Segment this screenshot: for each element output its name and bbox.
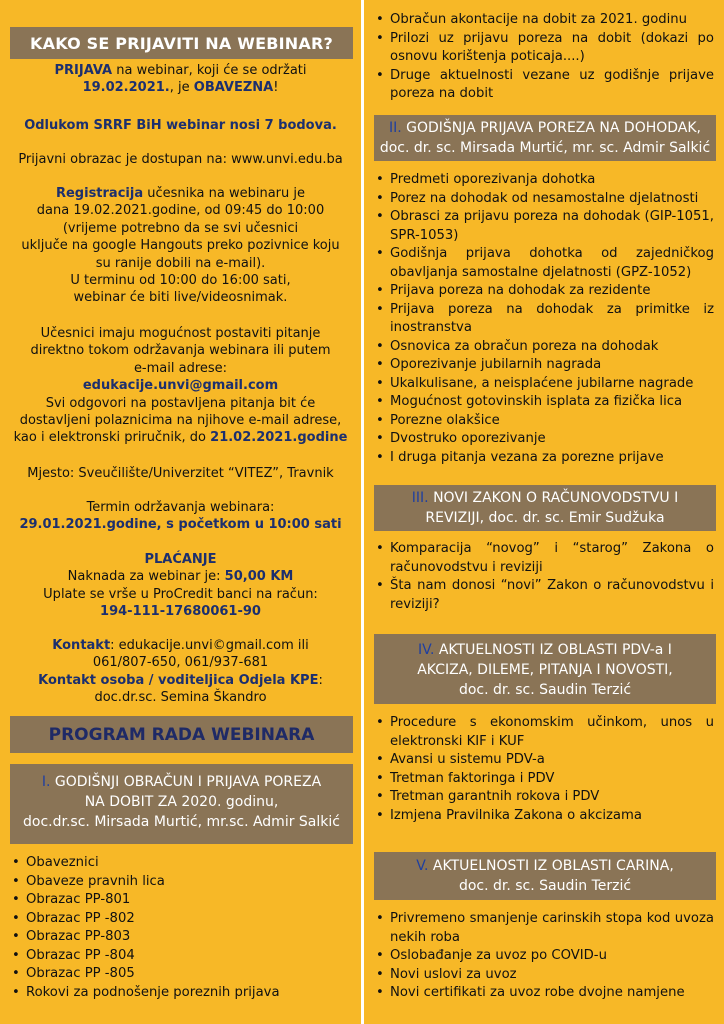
payment-title: PLAĆANJE [144, 552, 217, 567]
section-4-subtitle: AKCIZA, DILEME, PITANJA I NOVOSTI, [417, 662, 673, 678]
term-date: 29.01.2021.godine, s početkom u 10:00 sati [19, 517, 342, 533]
location-info [5, 465, 356, 482]
continued-list [376, 11, 714, 104]
list-item: • Obrazac PP -802 [12, 910, 352, 929]
section-5-title: AKTUELNOSTI IZ OBLASTI CARINA, [432, 858, 674, 874]
list-item: • Porezne olakšice [376, 412, 714, 431]
bank-account: 194-111-17680061-90 [100, 604, 261, 620]
section-2-number: II. [388, 120, 402, 136]
contact-label: Kontakt [52, 638, 111, 653]
section-5-number: V. [416, 858, 429, 874]
list-item: • Obrazac PP-801 [12, 891, 352, 910]
section-3-title: NOVI ZAKON O RAČUNOVODSTVU I [433, 490, 679, 506]
contact-person-name: doc.dr.sc. Semina Škandro [94, 690, 267, 706]
payment-info [5, 551, 356, 621]
list-item: • Komparacija “novog” i “starog” Zakona o računovodstvu i reviziji [376, 540, 714, 577]
list-item: • Obračun akontacije na dobit za 2021. godinu [376, 11, 714, 30]
section-2-list [376, 171, 714, 467]
header-title: KAKO SE PRIJAVITI NA WEBINAR? [30, 33, 333, 53]
list-item: • Novi uslovi za uvoz [376, 966, 714, 985]
list-item: • Šta nam donosi “novi” Zakon o računovodstvu i reviziji? [376, 577, 714, 614]
text: Termin održavanja webinara: [86, 500, 275, 515]
contact-info [5, 637, 356, 707]
text: direktno tokom održavanja webinara ili putem [30, 343, 331, 359]
questions-info [5, 325, 356, 447]
section-3-header [374, 485, 716, 531]
section-4-header [374, 634, 716, 704]
section-3-list [376, 540, 714, 614]
section-1-title: GODIŠNJI OBRAČUN I PRIJAVA POREZA [54, 774, 322, 790]
list-item: • Porez na dohodak od nesamostalne djelatnosti [376, 190, 714, 209]
list-item: • I druga pitanja vezana za porezne prijave [376, 449, 714, 468]
registration-required-notice [5, 62, 356, 97]
registration-info [5, 185, 356, 307]
section-4-title: AKTUELNOSTI IZ OBLASTI PDV-a I [438, 642, 672, 658]
text: učesnika na webinaru je [143, 186, 306, 201]
manual-date: 21.02.2021.godine [210, 430, 348, 446]
text: Učesnici imaju mogućnost postaviti pitanje [40, 326, 321, 341]
form-text: Prijavni obrazac je dostupan na: www.unvi.edu.ba [18, 152, 343, 167]
list-item: • Avansi u sistemu PDV-a [376, 751, 714, 770]
text: webinar će biti live/videosnimak. [73, 290, 288, 306]
text: : [318, 672, 323, 688]
column-divider [361, 0, 364, 1024]
list-item: • Privremeno smanjenje carinskih stopa kod uvoza nekih roba [376, 910, 714, 947]
contact-person-label: Kontakt osoba / voditeljica Odjela KPE [38, 672, 319, 688]
prijava-label: PRIJAVA [54, 63, 113, 78]
credits-notice [5, 117, 356, 134]
program-title: PROGRAM RADA WEBINARA [48, 724, 315, 745]
text: (vrijeme potrebno da se svi učesnici [62, 220, 299, 236]
section-2-lecturers: doc. dr. sc. Mirsada Murtić, mr. sc. Admir Salkić [379, 140, 711, 156]
list-item: • Tretman garantnih rokova i PDV [376, 788, 714, 807]
list-item: • Prilozi uz prijavu poreza na dobit (dokazi po osnovu korištenja poticaja....) [376, 30, 714, 67]
list-item: • Izmjena Pravilnika Zakona o akcizama [376, 807, 714, 826]
list-item: • Druge aktuelnosti vezane uz godišnje prijave poreza na dobit [376, 67, 714, 104]
list-item: • Predmeti oporezivanja dohotka [376, 171, 714, 190]
text: ! [273, 80, 279, 96]
section-3-number: III. [411, 490, 429, 506]
text: U terminu od 10:00 do 16:00 sati, [70, 273, 291, 289]
list-item: • Prijava poreza na dohodak za primitke iz inostranstva [376, 301, 714, 338]
list-item: • Obrazac PP-803 [12, 928, 352, 947]
section-1-number: I. [41, 774, 51, 790]
how-to-register-header [10, 27, 353, 59]
list-item: • Obrazac PP -805 [12, 965, 352, 984]
list-item: • Prijava poreza na dohodak za rezidente [376, 282, 714, 301]
registration-label: Registracija [55, 186, 144, 201]
text: Uplate se vrše u ProCredit banci na račun: [43, 586, 318, 602]
section-5-lecturers: doc. dr. sc. Saudin Terzić [458, 878, 632, 894]
section-1-list [12, 854, 352, 1002]
section-2-header [374, 115, 716, 161]
list-item: • Godišnja prijava dohotka od zajedničkog obavljanja samostalne djelatnosti (GPZ-1052) [376, 245, 714, 282]
section-5-header [374, 852, 716, 900]
list-item: • Obaveznici [12, 854, 352, 873]
text: dana 19.02.2021.godine, od 09:45 do 10:00 [36, 203, 325, 219]
section-2-title: GODIŠNJA PRIJAVA POREZA NA DOHODAK, [406, 120, 702, 136]
program-header [10, 716, 353, 753]
section-4-list [376, 714, 714, 825]
section-1-subtitle: NA DOBIT ZA 2020. godinu, [84, 794, 279, 810]
text: Naknada za webinar je: [67, 569, 225, 585]
section-3-lecturers: REVIZIJI, doc. dr. sc. Emir Sudžuka [425, 510, 665, 526]
list-item: • Procedure s ekonomskim učinkom, unos u elektronski KIF i KUF [376, 714, 714, 751]
text: : edukacije.unvi©gmail.com ili [110, 638, 309, 653]
section-1-lecturers: doc.dr.sc. Mirsada Murtić, mr.sc. Admir Salkić [23, 814, 340, 830]
text: dostavljeni polaznicima na njihove e-mail adrese, [19, 413, 342, 429]
section-4-lecturers: doc. dr. sc. Saudin Terzić [458, 682, 632, 698]
list-item: • Rokovi za podnošenje poreznih prijava [12, 984, 352, 1003]
text: e-mail adrese: [133, 360, 228, 376]
text: , je [169, 80, 194, 96]
list-item: • Oslobađanje za uvoz po COVID-u [376, 947, 714, 966]
section-1-header [10, 764, 353, 844]
text: kao i elektronski priručnik, do [13, 430, 211, 446]
location-text: Mjesto: Sveučilište/Univerzitet “VITEZ”, Travnik [27, 466, 334, 481]
list-item: • Tretman faktoringa i PDV [376, 770, 714, 789]
text: su ranije dobili na e-mail). [95, 255, 266, 271]
term-info [5, 499, 356, 534]
list-item: • Oporezivanje jubilarnih nagrada [376, 356, 714, 375]
section-5-list [376, 910, 714, 1003]
webinar-date: 19.02.2021. [82, 80, 170, 96]
text: Svi odgovori na postavljena pitanja bit će [45, 395, 316, 411]
list-item: • Ukalkulisane, a neisplaćene jubilarne nagrade [376, 375, 714, 394]
obavezna-label: OBAVEZNA [193, 80, 274, 96]
list-item: • Novi certifikati za uvoz robe dvojne namjene [376, 984, 714, 1003]
credits-text: Odlukom SRRF BiH webinar nosi 7 bodova. [24, 118, 337, 133]
contact-email[interactable]: edukacije.unvi@gmail.com [82, 378, 279, 394]
list-item: • Obaveze pravnih lica [12, 873, 352, 892]
payment-amount: 50,00 KM [224, 569, 294, 585]
list-item: • Obrazac PP -804 [12, 947, 352, 966]
text: uključe na google Hangouts preko pozivnice koju [21, 238, 340, 254]
form-availability [5, 151, 356, 168]
section-4-number: IV. [418, 642, 435, 658]
list-item: • Osnovica za obračun poreza na dohodak [376, 338, 714, 357]
list-item: • Mogućnost gotovinskih isplata za fizička lica [376, 393, 714, 412]
contact-phones: 061/807-650, 061/937-681 [92, 655, 269, 671]
text: na webinar, koji će se održati [112, 63, 307, 78]
list-item: • Obrasci za prijavu poreza na dohodak (GIP-1051, SPR-1053) [376, 208, 714, 245]
list-item: • Dvostruko oporezivanje [376, 430, 714, 449]
